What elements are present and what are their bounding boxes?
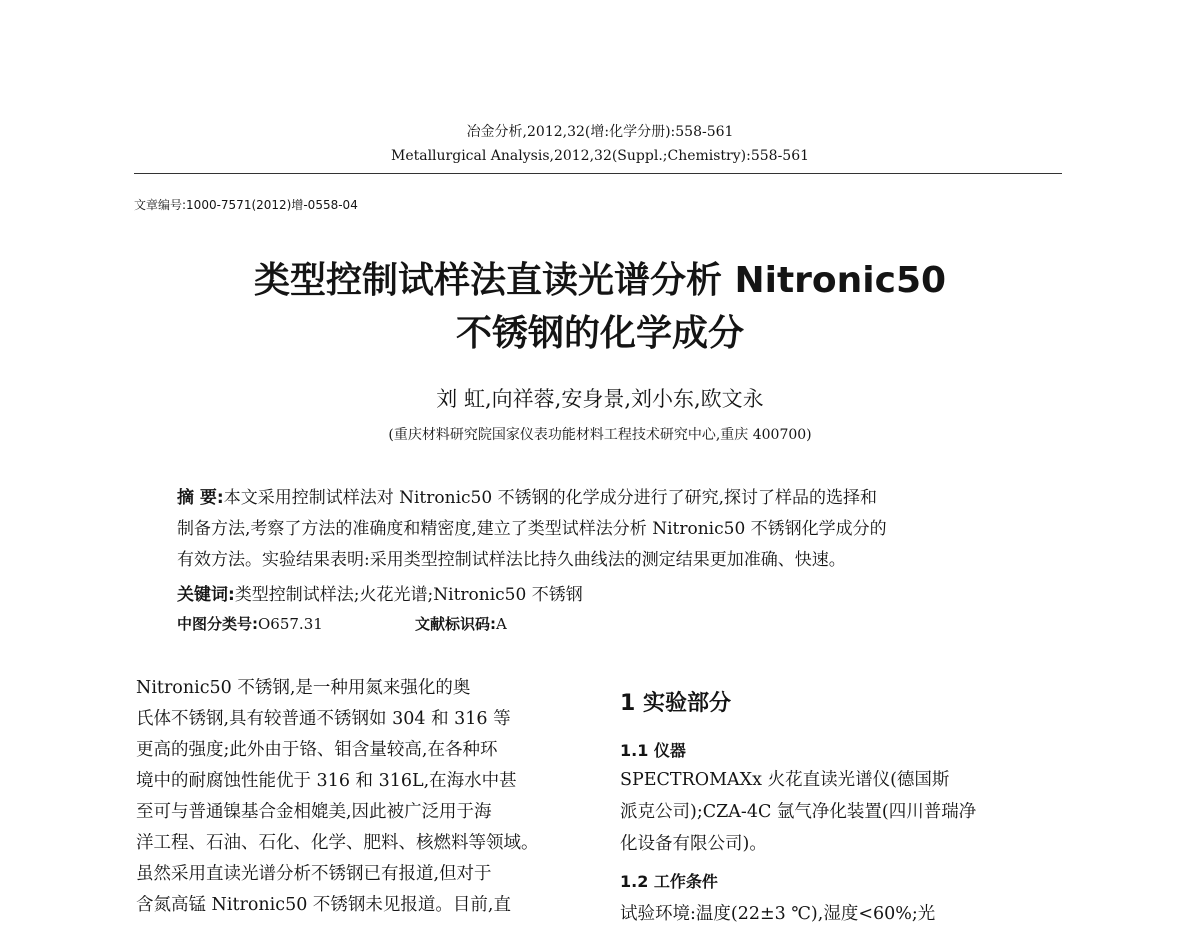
conditions-line: 试验环境:温度(22±3 ℃),湿度<60%;光 xyxy=(620,904,936,924)
abstract-line-3: 有效方法。实验结果表明:采用类型控制试样法比持久曲线法的测定结果更加准确、快速。 xyxy=(177,550,846,570)
document-code xyxy=(415,613,507,634)
keywords-text: 类型控制试样法;火花光谱;Nitronic50 不锈钢 xyxy=(234,585,583,605)
section-heading: 1 实验部分 xyxy=(620,691,731,716)
authors: 刘 虹,向祥蓉,安身景,刘小东,欧文永 xyxy=(436,387,764,411)
body-line: 含氮高锰 Nitronic50 不锈钢未见报道。目前,直 xyxy=(136,895,511,915)
body-left-column xyxy=(136,673,582,921)
classification-label: 中图分类号: xyxy=(177,615,258,633)
body-line: 虽然采用直读光谱分析不锈钢已有报道,但对于 xyxy=(136,864,492,884)
body-line: 更高的强度;此外由于铬、钼含量较高,在各种环 xyxy=(136,740,498,760)
abstract-text-1: 本文采用控制试样法对 Nitronic50 不锈钢的化学成分进行了研究,探讨了样品的选择和 xyxy=(223,488,877,508)
title-line-2: 不锈钢的化学成分 xyxy=(455,313,744,354)
journal-header-en: Metallurgical Analysis,2012,32(Suppl.;Chemistry):558-561 xyxy=(390,148,810,164)
subsection-heading-conditions: 1.2 工作条件 xyxy=(620,872,718,891)
classification xyxy=(177,613,323,634)
body-line: 至可与普通镍基合金相媲美,因此被广泛用于海 xyxy=(136,802,492,822)
keywords xyxy=(177,580,583,605)
abstract-line-2: 制备方法,考察了方法的准确度和精密度,建立了类型试样法分析 Nitronic50 不锈钢化学成分的 xyxy=(177,519,887,539)
classification-value: O657.31 xyxy=(258,615,323,633)
body-line: 境中的耐腐蚀性能优于 316 和 316L,在海水中甚 xyxy=(136,771,517,791)
header-divider xyxy=(134,173,1062,174)
abstract-label: 摘 要: xyxy=(177,488,224,508)
keywords-label: 关键词: xyxy=(177,585,235,605)
body-line: 氏体不锈钢,具有较普通不锈钢如 304 和 316 等 xyxy=(136,709,511,729)
instrument-line: 派克公司);CZA-4C 氩气净化装置(四川普瑞净 xyxy=(620,802,977,822)
affiliation: (重庆材料研究院国家仪表功能材料工程技术研究中心,重庆 400700) xyxy=(388,427,812,443)
instrument-line: SPECTROMAXx 火花直读光谱仪(德国斯 xyxy=(620,770,950,790)
journal-header-cn: 冶金分析,2012,32(增:化学分册):558-561 xyxy=(466,124,734,140)
document-code-value: A xyxy=(496,615,507,633)
article-number: 文章编号:1000-7571(2012)增-0558-04 xyxy=(134,198,358,212)
subsection-heading-instruments: 1.1 仪器 xyxy=(620,741,686,760)
body-line: 洋工程、石油、石化、化学、肥料、核燃料等领域。 xyxy=(136,833,539,853)
instrument-line: 化设备有限公司)。 xyxy=(620,834,767,854)
title-line-1: 类型控制试样法直读光谱分析 Nitronic50 xyxy=(253,260,947,301)
abstract-line-1 xyxy=(177,483,877,508)
body-line: Nitronic50 不锈钢,是一种用氮来强化的奥 xyxy=(136,678,471,698)
document-code-label: 文献标识码: xyxy=(415,615,496,633)
